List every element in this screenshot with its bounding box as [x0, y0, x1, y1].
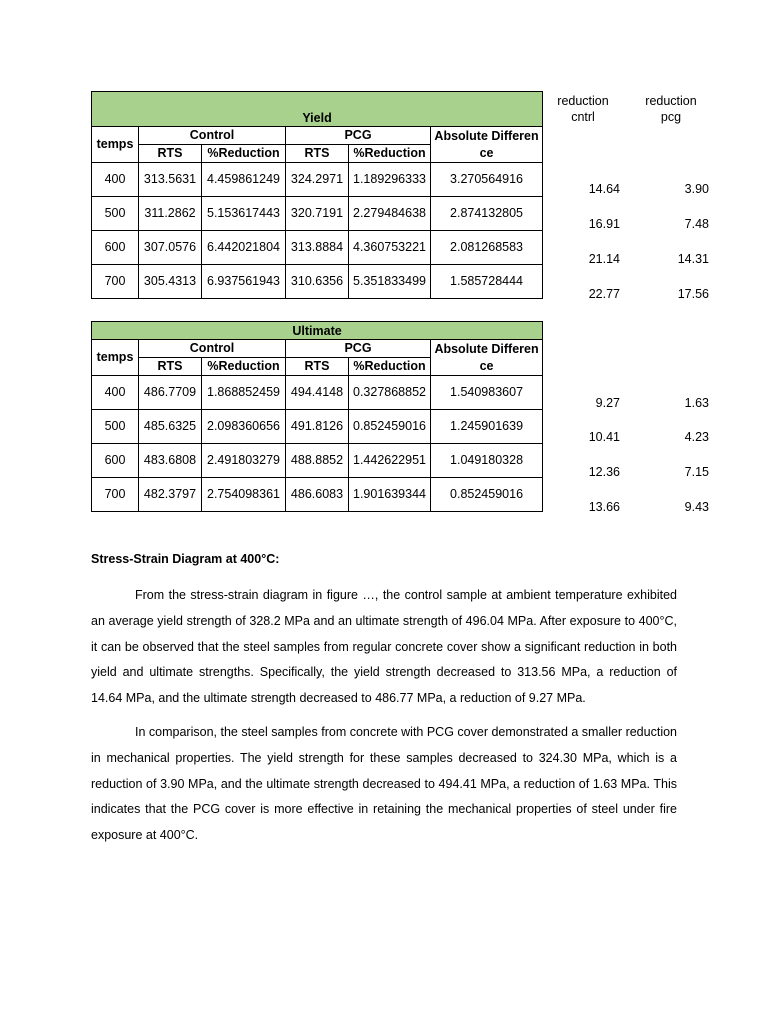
- control-rts-header: RTS: [139, 358, 202, 376]
- control-reduction-cell: 6.937561943: [202, 265, 286, 299]
- control-reduction-cell: 4.459861249: [202, 163, 286, 197]
- absolute-difference-cell: 1.540983607: [431, 376, 543, 410]
- yield-reduction-cntrl-value: 14.64: [588, 182, 620, 196]
- ultimate-reduction-cntrl-value: 10.41: [588, 430, 620, 444]
- pcg-rts-cell: 313.8884: [286, 231, 349, 265]
- ultimate-table-title: Ultimate: [92, 322, 543, 340]
- side-header-reduction-pcg: reduction pcg: [645, 94, 697, 124]
- pcg-rts-cell: 310.6356: [286, 265, 349, 299]
- temps-header: temps: [92, 340, 139, 376]
- absolute-difference-cell: 2.874132805: [431, 197, 543, 231]
- control-rts-cell: 305.4313: [139, 265, 202, 299]
- pcg-reduction-cell: 0.327868852: [349, 376, 431, 410]
- control-reduction-cell: 2.098360656: [202, 410, 286, 444]
- pcg-rts-header: RTS: [286, 358, 349, 376]
- absolute-difference-cell: 1.245901639: [431, 410, 543, 444]
- ultimate-reduction-cntrl-value: 9.27: [595, 396, 620, 410]
- pcg-rts-cell: 324.2971: [286, 163, 349, 197]
- table-row: [92, 478, 543, 512]
- control-rts-cell: 482.3797: [139, 478, 202, 512]
- control-rts-header: RTS: [139, 145, 202, 163]
- control-header: Control: [139, 127, 286, 145]
- control-rts-cell: 485.6325: [139, 410, 202, 444]
- control-rts-cell: 313.5631: [139, 163, 202, 197]
- pcg-reduction-cell: 2.279484638: [349, 197, 431, 231]
- pcg-rts-cell: 491.8126: [286, 410, 349, 444]
- control-reduction-cell: 2.491803279: [202, 444, 286, 478]
- pcg-rts-cell: 486.6083: [286, 478, 349, 512]
- control-header: Control: [139, 340, 286, 358]
- ultimate-reduction-cntrl-value: 12.36: [588, 465, 620, 479]
- absolute-difference-cell: 0.852459016: [431, 478, 543, 512]
- absolute-difference-cell: 1.585728444: [431, 265, 543, 299]
- table-row: [92, 265, 543, 299]
- pcg-rts-cell: 494.4148: [286, 376, 349, 410]
- temp-cell: 400: [92, 376, 139, 410]
- ultimate-reduction-pcg-value: 9.43: [684, 500, 709, 514]
- pcg-reduction-cell: 1.442622951: [349, 444, 431, 478]
- table-row: [92, 163, 543, 197]
- temp-cell: 700: [92, 265, 139, 299]
- control-reduction-header: %Reduction: [202, 145, 286, 163]
- table-row: [92, 444, 543, 478]
- yield-reduction-cntrl-value: 22.77: [588, 287, 620, 301]
- temp-cell: 700: [92, 478, 139, 512]
- yield-reduction-cntrl-value: 16.91: [588, 217, 620, 231]
- pcg-header: PCG: [286, 340, 431, 358]
- temp-cell: 500: [92, 410, 139, 444]
- temp-cell: 500: [92, 197, 139, 231]
- table-row: [92, 410, 543, 444]
- control-reduction-cell: 1.868852459: [202, 376, 286, 410]
- ultimate-reduction-pcg-value: 4.23: [684, 430, 709, 444]
- ultimate-reduction-pcg-value: 1.63: [684, 396, 709, 410]
- yield-reduction-pcg-value: 3.90: [684, 182, 709, 196]
- paragraph: From the stress-strain diagram in figure …, the control sample at ambient temperature exhibited an average yield strength of 328.2 MPa and an ultimate strength of 496.04 MPa. After exposure to 400°C, it can be observed that the steel samples from regular concrete cover show a significant reduction in both yield and ultimate strengths. Specifically, the yield strength decreased to 313.56 MPa, a reduction of 14.64 MPa, and the ultimate strength decreased to 486.77 MPa, a reduction of 9.27 MPa.: [91, 588, 677, 706]
- temp-cell: 400: [92, 163, 139, 197]
- absolute-difference-header: Absolute Difference: [431, 340, 543, 376]
- table-row: [92, 231, 543, 265]
- pcg-reduction-header: %Reduction: [349, 358, 431, 376]
- pcg-reduction-cell: 5.351833499: [349, 265, 431, 299]
- control-rts-cell: 483.6808: [139, 444, 202, 478]
- control-rts-cell: 486.7709: [139, 376, 202, 410]
- pcg-reduction-cell: 1.189296333: [349, 163, 431, 197]
- control-reduction-header: %Reduction: [202, 358, 286, 376]
- ultimate-reduction-pcg-value: 7.15: [684, 465, 709, 479]
- yield-table: [91, 91, 543, 299]
- ultimate-table: [91, 321, 543, 512]
- pcg-reduction-cell: 1.901639344: [349, 478, 431, 512]
- control-rts-cell: 307.0576: [139, 231, 202, 265]
- pcg-rts-cell: 320.7191: [286, 197, 349, 231]
- absolute-difference-cell: 3.270564916: [431, 163, 543, 197]
- yield-reduction-pcg-value: 7.48: [684, 217, 709, 231]
- absolute-difference-cell: 2.081268583: [431, 231, 543, 265]
- pcg-reduction-cell: 4.360753221: [349, 231, 431, 265]
- pcg-reduction-header: %Reduction: [349, 145, 431, 163]
- yield-table-title: Yield: [92, 92, 543, 127]
- yield-reduction-pcg-value: 14.31: [677, 252, 709, 266]
- paragraph: In comparison, the steel samples from concrete with PCG cover demonstrated a smaller reduction in mechanical properties. The yield strength for these samples decreased to 324.30 MPa, which is a reduction of 3.90 MPa, and the ultimate strength decreased to 494.41 MPa, a reduction of 1.63 MPa. This indicates that the PCG cover is more effective in retaining the mechanical properties of steel under fire exposure at 400°C.: [91, 725, 677, 843]
- section-heading: Stress-Strain Diagram at 400°C:: [91, 552, 280, 566]
- ultimate-reduction-cntrl-value: 13.66: [588, 500, 620, 514]
- pcg-rts-header: RTS: [286, 145, 349, 163]
- absolute-difference-header: Absolute Difference: [431, 127, 543, 163]
- control-reduction-cell: 6.442021804: [202, 231, 286, 265]
- table-row: [92, 376, 543, 410]
- yield-reduction-pcg-value: 17.56: [677, 287, 709, 301]
- yield-reduction-cntrl-value: 21.14: [588, 252, 620, 266]
- pcg-rts-cell: 488.8852: [286, 444, 349, 478]
- table-row: [92, 197, 543, 231]
- control-reduction-cell: 2.754098361: [202, 478, 286, 512]
- temps-header: temps: [92, 127, 139, 163]
- control-reduction-cell: 5.153617443: [202, 197, 286, 231]
- temp-cell: 600: [92, 444, 139, 478]
- pcg-header: PCG: [286, 127, 431, 145]
- control-rts-cell: 311.2862: [139, 197, 202, 231]
- pcg-reduction-cell: 0.852459016: [349, 410, 431, 444]
- temp-cell: 600: [92, 231, 139, 265]
- side-header-reduction-cntrl: reduction cntrl: [557, 94, 609, 124]
- absolute-difference-cell: 1.049180328: [431, 444, 543, 478]
